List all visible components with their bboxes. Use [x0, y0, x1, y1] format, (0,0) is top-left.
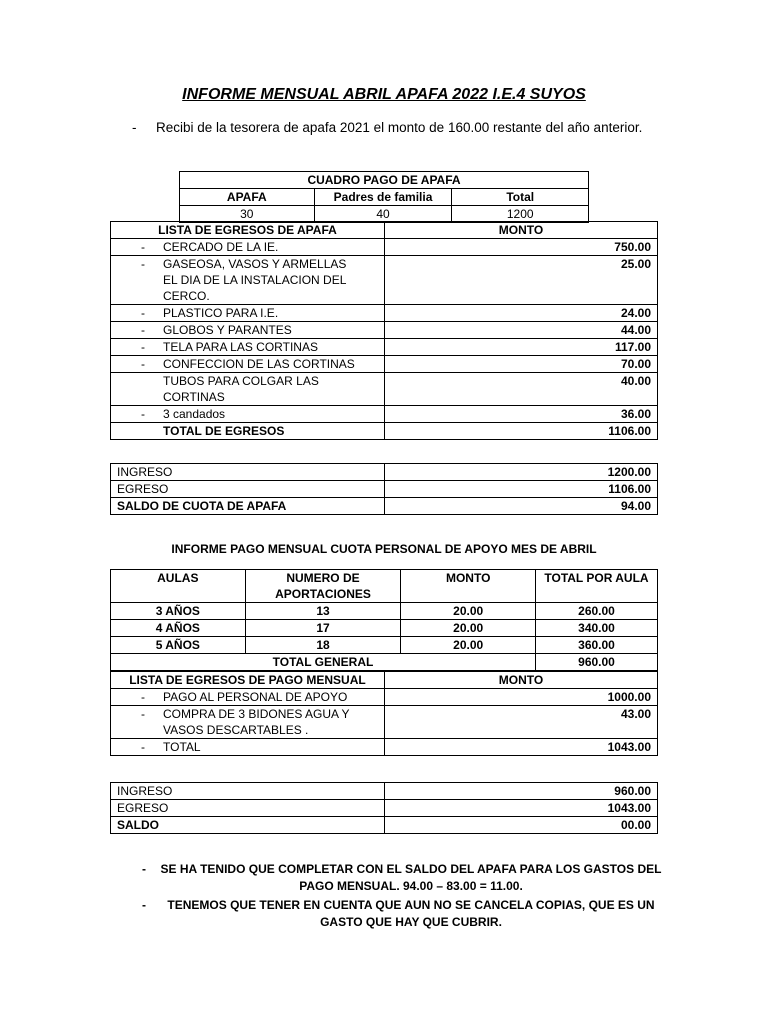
item-label: TOTAL [163, 740, 201, 754]
table-row [111, 356, 658, 373]
cuadro-value: 30 [180, 206, 315, 223]
item-monto: 24.00 [384, 305, 657, 322]
saldo-pago-table [110, 782, 658, 834]
egresos-pago-header: LISTA DE EGRESOS DE PAGO MENSUAL [111, 672, 385, 689]
item-dash: - [141, 357, 145, 371]
pago-header: TOTAL POR AULA [536, 570, 658, 603]
item-dash: - [141, 323, 145, 337]
cuadro-value: 40 [314, 206, 452, 223]
table-row [111, 739, 658, 756]
table-row [111, 654, 658, 671]
cuadro-value: 1200 [452, 206, 589, 223]
item-dash: - [141, 340, 145, 354]
item-monto: 36.00 [384, 406, 657, 423]
item-label: 3 candados [163, 407, 226, 421]
pago-cell: 17 [245, 620, 401, 637]
egresos-pago-table [110, 671, 658, 756]
pago-cell: 340.00 [536, 620, 658, 637]
pago-cell: 4 AÑOS [111, 620, 246, 637]
egresos-apafa-monto-header: MONTO [384, 222, 657, 239]
item-dash: - [141, 740, 145, 754]
pago-cell: 3 AÑOS [111, 603, 246, 620]
table-row [111, 322, 658, 339]
item-label: PLASTICO PARA I.E. [163, 306, 279, 320]
cuadro-header: Total [452, 189, 589, 206]
item-label: TELA PARA LAS CORTINAS [163, 340, 318, 354]
saldo-label: INGRESO [111, 464, 385, 481]
cuadro-pago-table [179, 171, 589, 223]
item-label: COMPRA DE 3 BIDONES AGUA Y VASOS DESCARTABLES . [163, 707, 350, 737]
saldo-apafa-table [110, 463, 658, 515]
table-row [111, 481, 658, 498]
table-row [111, 817, 658, 834]
table-row [111, 464, 658, 481]
cuadro-header: APAFA [180, 189, 315, 206]
saldo-value: 960.00 [384, 783, 658, 800]
item-monto: 44.00 [384, 322, 657, 339]
table-row [111, 689, 658, 706]
table-row [111, 239, 658, 256]
item-label: CONFECCION DE LAS CORTINAS [163, 357, 355, 371]
note-text: SE HA TENIDO QUE COMPLETAR CON EL SALDO DEL APAFA PARA LOS GASTOS DEL PAGO MENSUAL. 94.00 – 83.00 = 11.00. [160, 862, 662, 893]
table-row [111, 256, 658, 305]
pago-cell: 5 AÑOS [111, 637, 246, 654]
item-monto: 1043.00 [384, 739, 657, 756]
total-general-value: 960.00 [536, 654, 658, 671]
item-dash: - [141, 240, 145, 254]
pago-cell: 260.00 [536, 603, 658, 620]
pago-cell: 20.00 [401, 603, 536, 620]
table-row [111, 620, 658, 637]
item-dash: - [141, 690, 145, 704]
item-monto: 25.00 [384, 256, 657, 305]
egresos-apafa-header: LISTA DE EGRESOS DE APAFA [111, 222, 385, 239]
table-row [111, 339, 658, 356]
saldo-value: 94.00 [384, 498, 657, 515]
table-row [111, 373, 658, 406]
table-row [111, 783, 658, 800]
item-dash: - [141, 707, 145, 721]
saldo-value: 00.00 [384, 817, 658, 834]
saldo-value: 1106.00 [384, 481, 657, 498]
saldo-value: 1200.00 [384, 464, 657, 481]
table-row [111, 498, 658, 515]
note-dash: - [142, 898, 146, 912]
pago-cell: 20.00 [401, 637, 536, 654]
item-dash: - [141, 257, 145, 271]
item-label: CERCADO DE LA IE. [163, 240, 279, 254]
table-row [111, 603, 658, 620]
cuadro-header: Padres de familia [314, 189, 452, 206]
table-row [111, 423, 658, 440]
pago-cell: 360.00 [536, 637, 658, 654]
item-monto: 750.00 [384, 239, 657, 256]
intro-text: Recibi de la tesorera de apafa 2021 el monto de 160.00 restante del año anterior. [156, 120, 643, 135]
intro-dash: - [132, 120, 137, 135]
item-dash: - [141, 306, 145, 320]
item-monto: 1000.00 [384, 689, 657, 706]
saldo-value: 1043.00 [384, 800, 658, 817]
pago-table [110, 569, 658, 671]
saldo-label: SALDO [111, 817, 385, 834]
table-row [111, 305, 658, 322]
item-monto: 70.00 [384, 356, 657, 373]
saldo-label: EGRESO [111, 481, 385, 498]
table-row [111, 706, 658, 739]
egresos-apafa-table [110, 221, 658, 440]
total-general-label: TOTAL GENERAL [111, 654, 536, 671]
pago-heading: INFORME PAGO MENSUAL CUOTA PERSONAL DE APOYO MES DE ABRIL [171, 542, 597, 556]
note-item [136, 861, 662, 895]
total-egresos-value: 1106.00 [384, 423, 657, 440]
pago-header: MONTO [401, 570, 536, 603]
intro-paragraph [132, 118, 658, 137]
item-monto: 40.00 [384, 373, 657, 406]
pago-header: NUMERO DE APORTACIONES [245, 570, 401, 603]
item-label: TUBOS PARA COLGAR LAS CORTINAS [163, 374, 319, 404]
saldo-label: INGRESO [111, 783, 385, 800]
document-title: INFORME MENSUAL ABRIL APAFA 2022 I.E.4 SUYOS [182, 86, 586, 103]
pago-header: AULAS [111, 570, 246, 603]
item-label: PAGO AL PERSONAL DE APOYO [163, 690, 348, 704]
pago-cell: 13 [245, 603, 401, 620]
total-egresos-label: TOTAL DE EGRESOS [111, 423, 385, 440]
item-monto: 43.00 [384, 706, 657, 739]
table-row [111, 406, 658, 423]
item-label: GLOBOS Y PARANTES [163, 323, 292, 337]
note-dash: - [142, 862, 146, 876]
item-monto: 117.00 [384, 339, 657, 356]
pago-cell: 20.00 [401, 620, 536, 637]
egresos-pago-monto-header: MONTO [384, 672, 657, 689]
note-item [136, 897, 662, 931]
note-text: TENEMOS QUE TENER EN CUENTA QUE AUN NO SE CANCELA COPIAS, QUE ES UN GASTO QUE HAY QUE CUBRIR. [167, 898, 655, 929]
item-label: GASEOSA, VASOS Y ARMELLAS EL DIA DE LA INSTALACION DEL CERCO. [163, 257, 347, 303]
table-row [111, 800, 658, 817]
item-dash: - [141, 407, 145, 421]
saldo-label: EGRESO [111, 800, 385, 817]
pago-cell: 18 [245, 637, 401, 654]
saldo-label: SALDO DE CUOTA DE APAFA [111, 498, 385, 515]
cuadro-title: CUADRO PAGO DE APAFA [180, 172, 589, 189]
table-row [111, 637, 658, 654]
